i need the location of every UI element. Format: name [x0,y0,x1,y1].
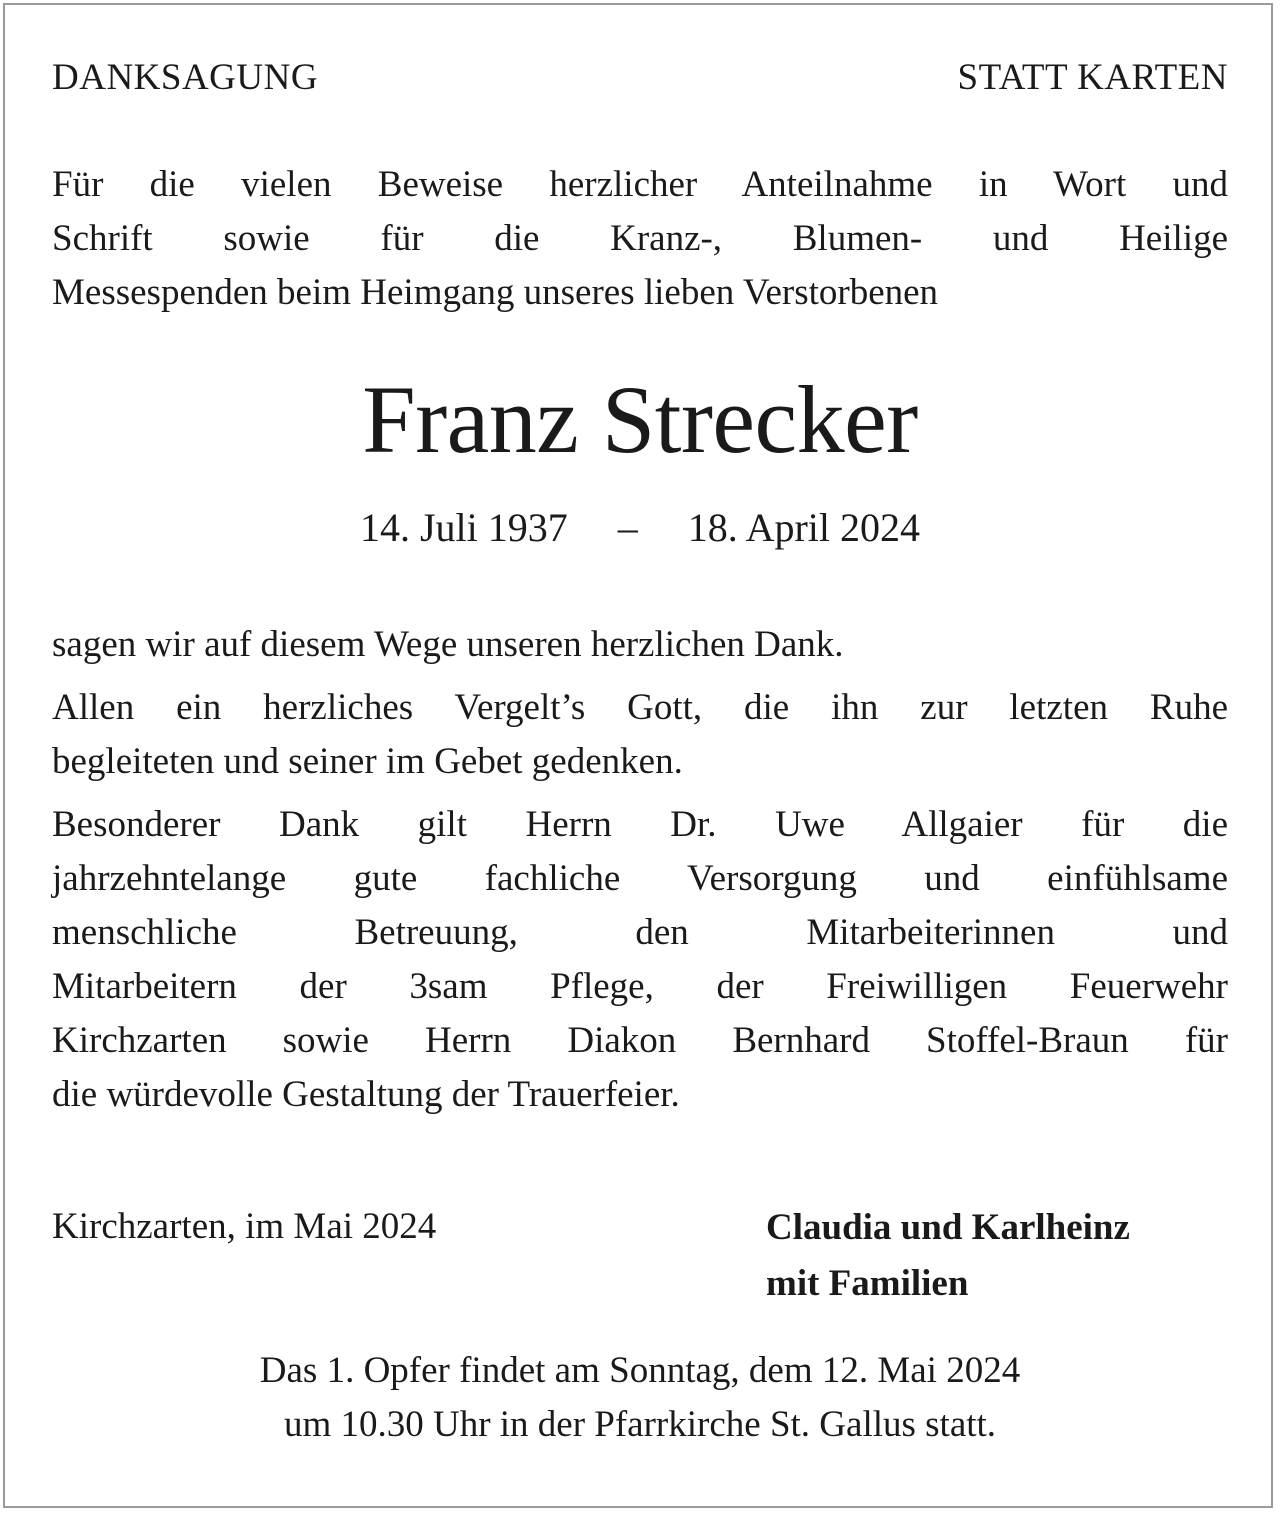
signature-names-line-2: mit Familien [766,1263,969,1304]
footer-line-1: Das 1. Opfer findet am Sonntag, dem 12. Mai 2024 [259,1350,1021,1391]
signature-place-date: Kirchzarten, im Mai 2024 [52,1206,437,1247]
signature-names [766,1200,1130,1312]
header-right-label: STATT KARTEN [957,57,1228,98]
thanks-p3-line-2: jahrzehntelange gute fachliche Versorgung und einfühlsame [52,858,1228,899]
thanks-body [52,618,1228,1131]
signature-names-line-1: Claudia und Karlheinz [766,1207,1130,1248]
birth-date: 14. Juli 1937 [359,505,568,550]
thanks-p3-line-1: Besonderer Dank gilt Herrn Dr. Uwe Allgaier für die [52,804,1228,845]
deceased-name: Franz Strecker [362,366,918,473]
thanks-p2-line-2: begleiteten und seiner im Gebet gedenken. [52,741,683,782]
thanks-p3-line-4: Mitarbeitern der 3sam Pflege, der Freiwilligen Feuerwehr [52,966,1228,1007]
date-separator: – [617,505,638,550]
death-date: 18. April 2024 [687,505,921,550]
footer-line-2: um 10.30 Uhr in der Pfarrkirche St. Gallus statt. [283,1404,997,1445]
notice-header [52,56,1228,100]
thanks-p2-line-1: Allen ein herzliches Vergelt’s Gott, die ihn zur letzten Ruhe [52,687,1228,728]
header-left-label: DANKSAGUNG [52,57,319,98]
thanks-p1-line-1: sagen wir auf diesem Wege unseren herzlichen Dank. [52,624,844,665]
intro-line-3: Messespenden beim Heimgang unseres lieben Verstorbenen [52,272,939,313]
thanks-paragraph-3 [52,798,1228,1122]
life-dates [52,500,1228,556]
thanks-p3-line-5: Kirchzarten sowie Herrn Diakon Bernhard Stoffel-Braun für [52,1020,1228,1061]
thanks-p3-line-3: menschliche Betreuung, den Mitarbeiterinnen und [52,912,1228,953]
intro-line-1: Für die vielen Beweise herzlicher Anteilnahme in Wort und [52,164,1228,205]
intro-line-2: Schrift sowie für die Kranz-, Blumen- und Heilige [52,218,1228,259]
intro-paragraph [52,158,1228,320]
thanks-paragraph-1 [52,618,1228,672]
thanks-paragraph-2 [52,681,1228,789]
thanks-p3-line-6: die würdevolle Gestaltung der Trauerfeier. [52,1074,680,1115]
memorial-service-note [52,1344,1228,1452]
